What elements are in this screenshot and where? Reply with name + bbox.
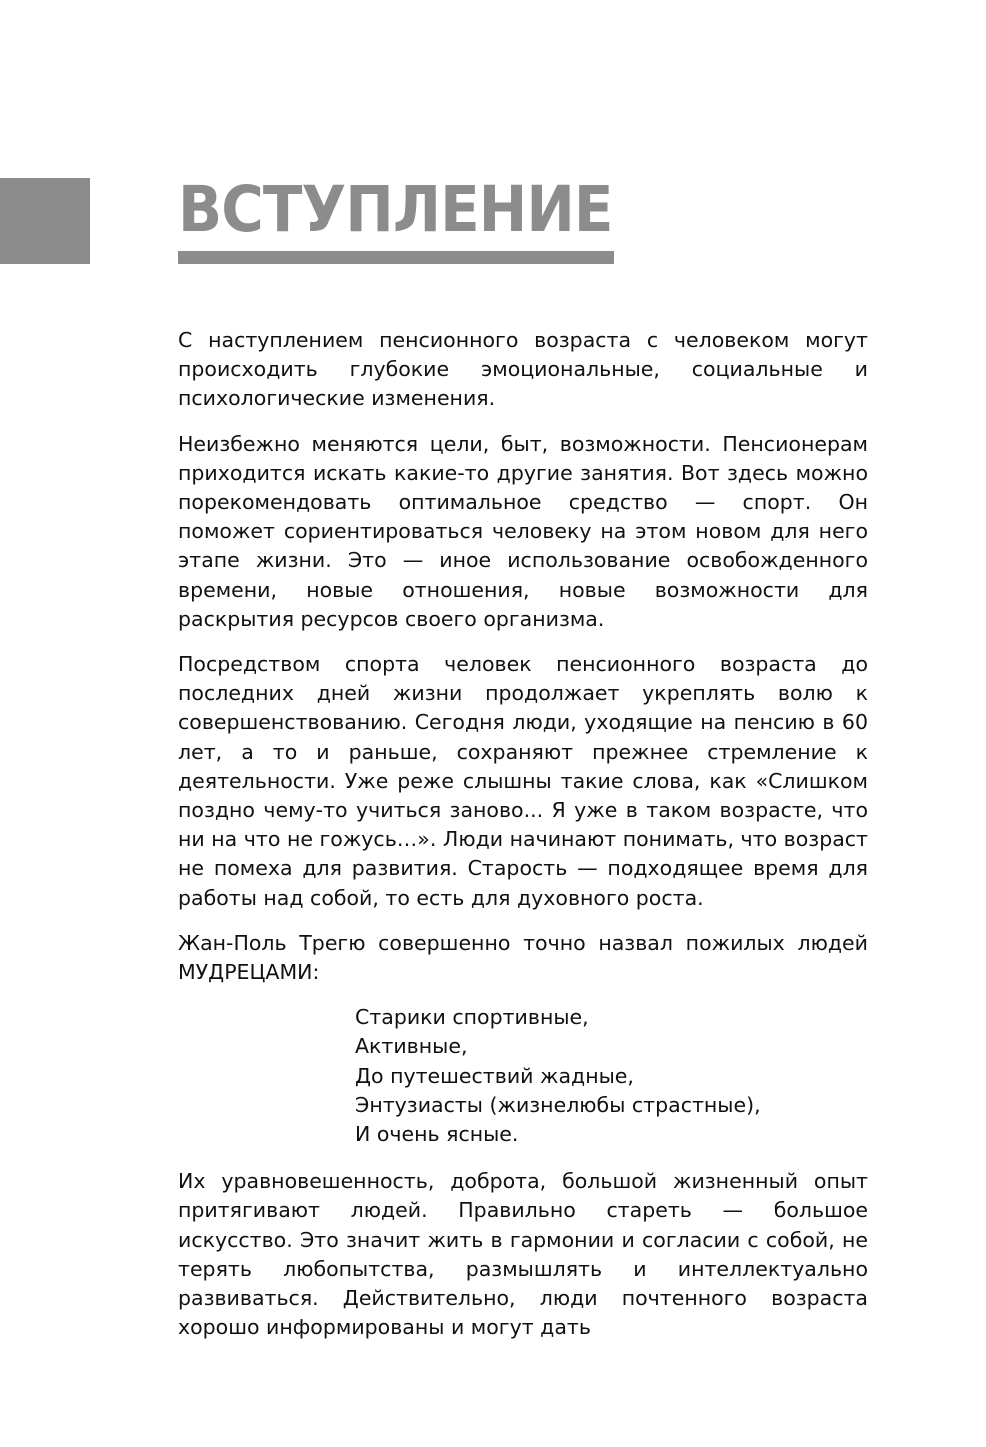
- chapter-title: ВСТУПЛЕНИЕ: [178, 173, 613, 246]
- paragraph-5: Их уравновешенность, доброта, большой жизненный опыт притягивают людей. Правильно стареть — большое искусство. Это значит жить в гармонии и согласии с собой, не терять любопытства, размышлять и интеллектуально развиваться. Действительно, люди почтенного возраста хорошо информированы и могут дать: [178, 1169, 868, 1340]
- poem-line-5: И очень ясные.: [355, 1122, 519, 1147]
- paragraph-1: С наступлением пенсионного возраста с человеком могут происходить глубокие эмоциональные, социальные и психологические изменения.: [178, 328, 868, 411]
- side-gray-block: [0, 178, 90, 264]
- title-underline: [178, 251, 614, 264]
- paragraph-2: Неизбежно меняются цели, быт, возможности. Пенсионерам приходится искать какие-то другие занятия. Вот здесь можно порекомендовать оптимальное средство — спорт. Он поможет сориентироваться человеку на этом новом для него этапе жизни. Это — иное использование освобожденного времени, новые отношения, новые возможности для раскрытия ресурсов своего организма.: [178, 431, 868, 631]
- poem-line-1: Старики спортивные,: [355, 1005, 589, 1030]
- body-text: [178, 326, 868, 1359]
- poem-line-4: Энтузиасты (жизнелюбы страстные),: [355, 1092, 761, 1117]
- poem-line-3: До путешествий жадные,: [355, 1063, 634, 1088]
- poem: [355, 1003, 868, 1149]
- paragraph-3: Посредством спорта человек пенсионного возраста до последних дней жизни продолжает укреплять волю к совершенствованию. Сегодня люди, уходящие на пенсию в 60 лет, а то и раньше, сохраняют прежнее стремление к деятельности. Уже реже слышны такие слова, как «Слишком поздно чему-то учиться заново... Я уже в таком возрасте, что ни на что не гожусь…». Люди начинают понимать, что возраст не помеха для развития. Старость — подходящее время для работы над собой, то есть для духовного роста.: [178, 652, 868, 910]
- paragraph-4: Жан-Поль Трегю совершенно точно назвал пожилых людей МУДРЕЦАМИ:: [178, 930, 868, 985]
- poem-line-2: Активные,: [355, 1034, 468, 1059]
